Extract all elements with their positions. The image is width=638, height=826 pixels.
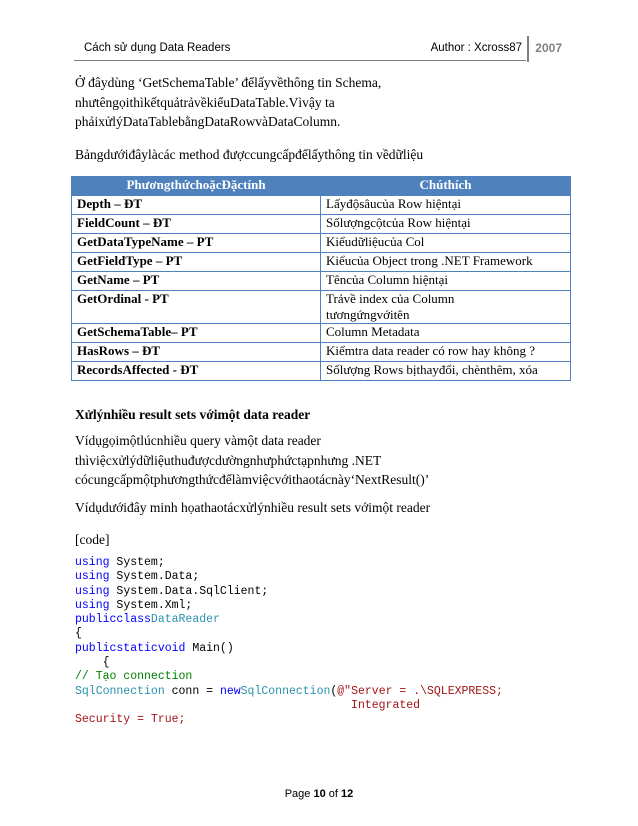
table-row — [72, 196, 571, 215]
header-title: Cách sử dụng Data Readers — [84, 42, 231, 54]
table-row — [72, 234, 571, 253]
code-type: SqlConnection — [75, 684, 165, 698]
method-name-cell: GetSchemaTable– PT — [72, 324, 321, 343]
code-type: SqlConnection — [240, 684, 331, 698]
code-keyword: publicstaticvoid — [75, 641, 186, 655]
code-keyword: using — [75, 570, 110, 584]
footer-page-number: 10 — [313, 788, 326, 800]
table-row — [72, 272, 571, 291]
code-comment: // Tạo connection — [75, 670, 193, 684]
code-string: Integrated — [75, 698, 421, 712]
code-text: conn = — [164, 684, 220, 698]
table-row — [72, 362, 571, 381]
code-string: @"Server = .\SQLEXPRESS; — [337, 684, 503, 698]
method-note-cell: Kiểudữliệucủa Col — [321, 234, 571, 253]
footer-page-label: Page — [284, 788, 314, 800]
method-name-cell: Depth – ĐT — [72, 196, 321, 215]
table-row — [72, 291, 571, 324]
table-row — [72, 215, 571, 234]
code-keyword: using — [75, 556, 110, 569]
method-name-cell: GetOrdinal - PT — [72, 291, 321, 324]
footer-of-label: of — [325, 788, 342, 800]
header-year: 2007 — [527, 36, 562, 62]
code-text: System.Xml; — [109, 598, 193, 612]
table-body — [72, 196, 571, 381]
table-row — [72, 253, 571, 272]
header-divider — [74, 60, 526, 61]
table-row — [72, 324, 571, 343]
intro-line: Ở đâydùng ‘GetSchemaTable’ đểlấyvềthông tin Schema, — [75, 75, 382, 90]
code-keyword: publicclass — [75, 613, 151, 627]
method-name-cell: HasRows – ĐT — [72, 343, 321, 362]
method-note-cell: Trảvề index của Column tươngứngvớitên — [321, 291, 571, 324]
footer-page-total: 12 — [341, 788, 354, 800]
page-header — [74, 38, 564, 64]
section-heading: Xửlýnhiều result sets vớimột data reader — [75, 407, 311, 422]
intro-paragraph — [75, 73, 381, 132]
method-note-cell: Sốlượngcộtcủa Row hiệntại — [321, 215, 571, 234]
table-intro: Bảngdướiđâylàcác method đượccungcấpđểlấythông tin vềdữliệu — [75, 147, 424, 162]
code-block — [75, 556, 503, 728]
method-note-cell: Kiểmtra data reader có row hay không ? — [321, 343, 571, 362]
code-text: System; — [109, 556, 165, 569]
method-name-cell: RecordsAffected - ĐT — [72, 362, 321, 381]
code-text: Main() — [185, 641, 234, 655]
table-row — [72, 343, 571, 362]
example-paragraph: Vídụdướiđây minh họathaotácxửlýnhiều result sets vớimột reader — [75, 500, 431, 515]
code-text: { — [75, 627, 82, 641]
method-note-cell: Column Metadata — [321, 324, 571, 343]
code-string: Security = True; — [75, 713, 186, 727]
method-note-cell: Kiểucủa Object trong .NET Framework — [321, 253, 571, 272]
table-header-row — [72, 177, 571, 196]
section-paragraph — [75, 431, 429, 490]
code-text: System.Data; — [109, 570, 200, 584]
method-note-cell: Sốlượng Rows bịthayđổi, chènthêm, xóa — [321, 362, 571, 381]
column-header: PhươngthứchoặcĐặctính — [72, 177, 321, 196]
section-line: Vídụgọimộtlúcnhiều query vàmột data reader — [75, 433, 321, 448]
page-footer — [0, 788, 638, 800]
method-name-cell: GetName – PT — [72, 272, 321, 291]
code-tag: [code] — [75, 532, 110, 547]
method-note-cell: Têncủa Column hiệntại — [321, 272, 571, 291]
code-class-name: DataReader — [150, 613, 220, 627]
method-note-cell: Lấyđộsâucủa Row hiệntại — [321, 196, 571, 215]
code-text: System.Data.SqlClient; — [109, 584, 269, 598]
column-header: Chúthích — [321, 177, 571, 196]
method-name-cell: FieldCount – ĐT — [72, 215, 321, 234]
code-text: { — [75, 656, 110, 670]
intro-line: nhưtêngọithìkếtquảtrảvềkiểuDataTable.Vìvậy ta — [75, 94, 335, 110]
header-author: Author : Xcross87 — [430, 42, 522, 54]
code-keyword: using — [75, 598, 110, 612]
code-keyword: new — [219, 684, 241, 698]
code-keyword: using — [75, 584, 110, 598]
section-line: cócungcấpmộtphươngthứcđểlàmviệcvớithaotácnày‘NextResult()’ — [75, 472, 430, 487]
code-text: ( — [330, 684, 338, 698]
method-name-cell: GetDataTypeName – PT — [72, 234, 321, 253]
method-name-cell: GetFieldType – PT — [72, 253, 321, 272]
section-line: thìviệcxửlýdữliệuthuđượcdườngnhưphứctạpnhưng .NET — [75, 452, 382, 468]
intro-line: phảixửlýDataTablebằngDataRowvàDataColumn. — [75, 114, 341, 129]
methods-table — [71, 176, 571, 381]
